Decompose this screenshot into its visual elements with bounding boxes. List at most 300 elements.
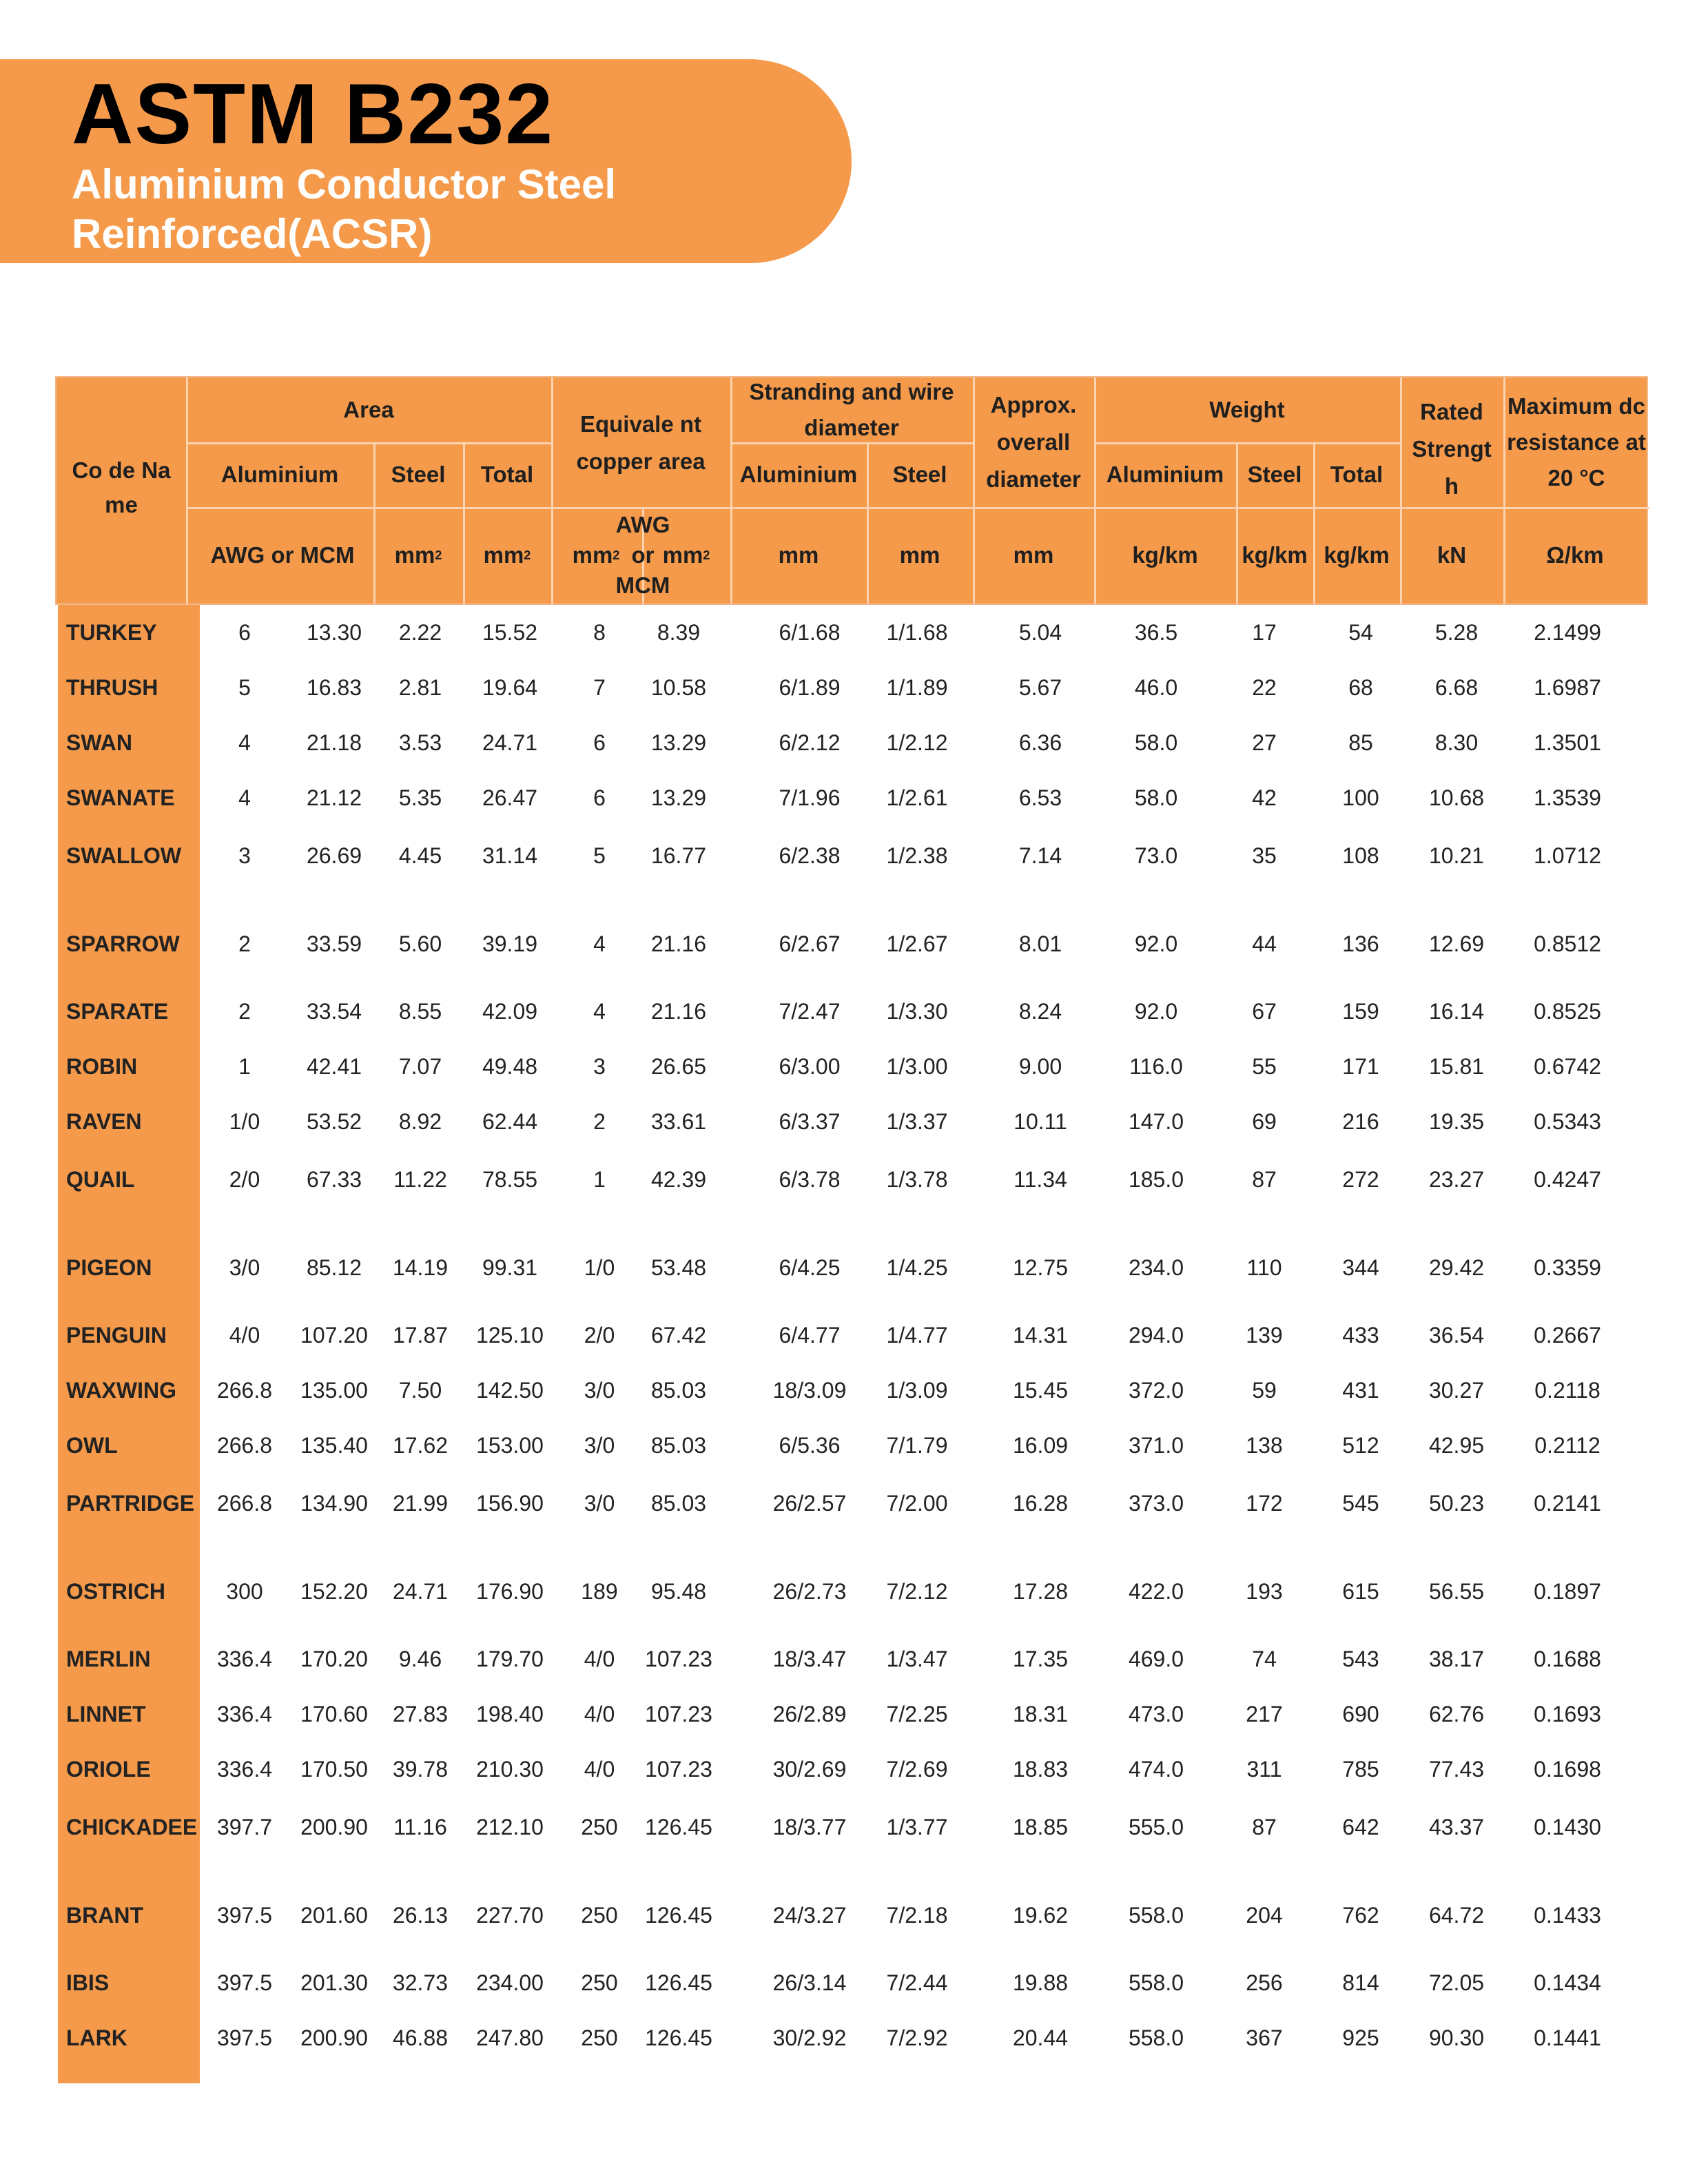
table-cell: 1/0 <box>584 1255 615 1280</box>
table-cell: 12.75 <box>1012 1255 1069 1280</box>
table-cell: 21.18 <box>306 730 362 755</box>
table-row <box>0 1638 1708 1680</box>
table-cell: 18/3.09 <box>772 1378 847 1403</box>
table-cell: 11.34 <box>1014 1167 1067 1192</box>
table-cell: 272 <box>1342 1167 1379 1192</box>
code-name-cell: LARK <box>66 2025 127 2050</box>
table-cell: 615 <box>1342 1579 1379 1604</box>
table-cell: 2 <box>238 999 251 1024</box>
table-cell: 23.27 <box>1428 1167 1485 1192</box>
table-cell: 92.0 <box>1134 999 1178 1024</box>
table-cell: 4 <box>238 785 251 810</box>
table-cell: 6/1.68 <box>779 620 841 645</box>
table-cell: 7 <box>593 675 606 700</box>
unit-resistance: Ω/km <box>1546 542 1604 568</box>
table-cell: 762 <box>1342 1903 1379 1928</box>
table-cell: 16.09 <box>1012 1433 1069 1458</box>
table-cell: 1/1.89 <box>886 675 948 700</box>
code-name-cell: PIGEON <box>66 1255 152 1280</box>
table-row <box>0 1483 1708 1524</box>
table-cell: 1/2.67 <box>886 931 948 956</box>
table-cell: 85.03 <box>650 1433 707 1458</box>
table-cell: 210.30 <box>476 1757 544 1782</box>
header-stranding: Stranding and wire diameter <box>749 379 954 440</box>
table-cell: 0.1430 <box>1534 1815 1601 1839</box>
table-cell: 201.60 <box>300 1903 368 1928</box>
table-row <box>0 612 1708 653</box>
table-cell: 7.07 <box>398 1054 442 1079</box>
table-cell: 4/0 <box>584 1702 615 1726</box>
header-rated-strength: Rated Strengt h <box>1412 399 1492 499</box>
table-cell: 1/3.09 <box>886 1378 948 1403</box>
table-cell: 108 <box>1342 843 1379 868</box>
header-max-dc-resistance: Maximum dc resistance at 20 °C <box>1507 393 1646 491</box>
table-row <box>0 1806 1708 1848</box>
table-row <box>0 1693 1708 1735</box>
table-cell: 9.46 <box>398 1647 442 1671</box>
table-cell: 0.2112 <box>1534 1433 1601 1458</box>
table-cell: 2/0 <box>584 1323 615 1348</box>
table-cell: 142.50 <box>476 1378 544 1403</box>
table-cell: 85.03 <box>650 1491 707 1516</box>
table-cell: 67.42 <box>650 1323 707 1348</box>
unit-weight-steel: kg/km <box>1242 542 1308 568</box>
table-row <box>0 1571 1708 1612</box>
table-cell: 3/0 <box>584 1491 615 1516</box>
table-cell: 0.2118 <box>1534 1378 1601 1403</box>
table-cell: 85.12 <box>306 1255 362 1280</box>
table-cell: 29.42 <box>1428 1255 1485 1280</box>
table-cell: 336.4 <box>216 1647 273 1671</box>
table-cell: 16.14 <box>1428 999 1485 1024</box>
code-name-cell: SPARATE <box>66 999 169 1024</box>
table-cell: 6 <box>238 620 251 645</box>
table-cell: 925 <box>1342 2025 1379 2050</box>
table-cell: 135.40 <box>300 1433 368 1458</box>
table-cell: 7.50 <box>398 1378 442 1403</box>
table-cell: 20.44 <box>1012 2025 1069 2050</box>
code-name-cell: QUAIL <box>66 1167 135 1192</box>
code-name-cell: BRANT <box>66 1903 143 1928</box>
table-cell: 42 <box>1252 785 1277 810</box>
table-cell: 36.54 <box>1428 1323 1485 1348</box>
table-cell: 0.8512 <box>1534 931 1601 956</box>
table-cell: 126.45 <box>645 2025 712 2050</box>
table-cell: 43.37 <box>1428 1815 1485 1839</box>
table-cell: 469.0 <box>1128 1647 1184 1671</box>
table-cell: 99.31 <box>482 1255 538 1280</box>
table-cell: 6/2.67 <box>779 931 841 956</box>
table-cell: 176.90 <box>476 1579 544 1604</box>
table-cell: 58.0 <box>1134 785 1178 810</box>
table-row <box>0 991 1708 1032</box>
table-cell: 1/3.77 <box>886 1815 948 1839</box>
table-cell: 5.04 <box>1018 620 1062 645</box>
table-cell: 36.5 <box>1134 620 1178 645</box>
table-cell: 431 <box>1342 1378 1379 1403</box>
header-area-total: Total <box>480 462 534 487</box>
table-cell: 87 <box>1252 1815 1277 1839</box>
table-cell: 256 <box>1246 1970 1283 1995</box>
table-cell: 7/2.92 <box>886 2025 948 2050</box>
table-cell: 422.0 <box>1128 1579 1184 1604</box>
table-cell: 1/4.25 <box>886 1255 948 1280</box>
table-cell: 14.19 <box>392 1255 449 1280</box>
table-row <box>0 1962 1708 2003</box>
table-cell: 24/3.27 <box>772 1903 847 1928</box>
table-cell: 21.99 <box>392 1491 449 1516</box>
code-name-cell: WAXWING <box>66 1378 176 1403</box>
code-name-cell: OSTRICH <box>66 1579 165 1604</box>
header-area-aluminium: Aluminium <box>220 462 339 487</box>
table-cell: 642 <box>1342 1815 1379 1839</box>
table-cell: 1.3501 <box>1534 730 1601 755</box>
table-cell: 1/3.78 <box>886 1167 948 1192</box>
table-cell: 26/2.57 <box>772 1491 847 1516</box>
table-cell: 7/1.79 <box>886 1433 948 1458</box>
table-cell: 10.68 <box>1428 785 1485 810</box>
table-row <box>0 835 1708 876</box>
table-cell: 139 <box>1246 1323 1283 1348</box>
table-cell: 18.85 <box>1012 1815 1069 1839</box>
table-cell: 7/1.96 <box>779 785 841 810</box>
unit-area-total: mm 2 <box>572 542 620 568</box>
table-cell: 6/1.89 <box>779 675 841 700</box>
table-cell: 126.45 <box>645 1903 712 1928</box>
table-cell: 2.1499 <box>1534 620 1601 645</box>
code-name-cell: SWANATE <box>66 785 175 810</box>
table-cell: 3/0 <box>584 1433 615 1458</box>
table-cell: 216 <box>1342 1109 1379 1134</box>
table-row <box>0 1370 1708 1411</box>
table-cell: 1/4.77 <box>886 1323 948 1348</box>
table-cell: 15.81 <box>1428 1054 1485 1079</box>
table-cell: 0.6742 <box>1534 1054 1601 1079</box>
table-cell: 227.70 <box>476 1903 544 1928</box>
table-cell: 367 <box>1246 2025 1283 2050</box>
table-cell: 39.19 <box>482 931 538 956</box>
table-cell: 294.0 <box>1128 1323 1184 1348</box>
table-cell: 336.4 <box>216 1757 273 1782</box>
table-cell: 26.65 <box>650 1054 707 1079</box>
table-cell: 24.71 <box>392 1579 449 1604</box>
table-cell: 13.29 <box>650 730 707 755</box>
table-cell: 785 <box>1342 1757 1379 1782</box>
table-row <box>0 1247 1708 1288</box>
table-cell: 30.27 <box>1428 1378 1485 1403</box>
table-cell: 558.0 <box>1128 1903 1184 1928</box>
table-cell: 7.14 <box>1018 843 1062 868</box>
table-cell: 397.5 <box>216 1970 273 1995</box>
table-cell: 87 <box>1252 1167 1277 1192</box>
table-cell: 6.36 <box>1018 730 1062 755</box>
table-cell: 33.54 <box>306 999 362 1024</box>
table-cell: 12.69 <box>1428 931 1485 956</box>
table-cell: 125.10 <box>476 1323 544 1348</box>
table-cell: 62.76 <box>1428 1702 1485 1726</box>
table-cell: 1/2.12 <box>886 730 948 755</box>
table-cell: 26.47 <box>482 785 538 810</box>
table-row <box>0 667 1708 708</box>
table-cell: 134.90 <box>300 1491 368 1516</box>
table-cell: 17.35 <box>1012 1647 1069 1671</box>
table-cell: 5.28 <box>1434 620 1479 645</box>
table-cell: 3/0 <box>229 1255 260 1280</box>
unit-eq-awg-mcm: AWG or MCM <box>615 512 670 598</box>
table-cell: 13.29 <box>650 785 707 810</box>
table-cell: 67.33 <box>306 1167 362 1192</box>
table-cell: 8 <box>593 620 606 645</box>
table-cell: 2.22 <box>398 620 442 645</box>
table-cell: 90.30 <box>1428 2025 1485 2050</box>
table-cell: 344 <box>1342 1255 1379 1280</box>
header-approx-diameter: Approx. overall diameter <box>986 392 1081 492</box>
table-cell: 4/0 <box>229 1323 260 1348</box>
table-cell: 558.0 <box>1128 2025 1184 2050</box>
table-cell: 153.00 <box>476 1433 544 1458</box>
unit-eq-mm2: mm 2 <box>662 542 710 568</box>
table-cell: 69 <box>1252 1109 1277 1134</box>
table-cell: 6/3.00 <box>779 1054 841 1079</box>
table-cell: 9.00 <box>1018 1054 1062 1079</box>
unit-weight-aluminium: kg/km <box>1132 542 1198 568</box>
table-cell: 17 <box>1252 620 1277 645</box>
code-name-cell: MERLIN <box>66 1647 151 1671</box>
unit-strand-steel: mm <box>899 542 940 568</box>
unit-area-steel: mm 2 <box>483 542 531 568</box>
table-cell: 1.0712 <box>1534 843 1601 868</box>
code-name-cell: RAVEN <box>66 1109 142 1134</box>
table-cell: 3/0 <box>584 1378 615 1403</box>
table-cell: 16.28 <box>1012 1491 1069 1516</box>
table-cell: 247.80 <box>476 2025 544 2050</box>
table-cell: 50.23 <box>1428 1491 1485 1516</box>
table-cell: 234.0 <box>1128 1255 1184 1280</box>
table-cell: 0.1897 <box>1534 1579 1601 1604</box>
table-cell: 543 <box>1342 1647 1379 1671</box>
document-title: ASTM B232 <box>72 67 555 162</box>
table-cell: 204 <box>1246 1903 1283 1928</box>
table-cell: 147.0 <box>1128 1109 1184 1134</box>
table-cell: 19.88 <box>1012 1970 1069 1995</box>
code-name-cell: ROBIN <box>66 1054 138 1079</box>
table-cell: 1/3.47 <box>886 1647 948 1671</box>
table-cell: 266.8 <box>216 1378 273 1403</box>
table-cell: 0.1693 <box>1534 1702 1601 1726</box>
table-cell: 39.78 <box>392 1757 449 1782</box>
table-cell: 4.45 <box>398 843 442 868</box>
table-cell: 170.50 <box>300 1757 368 1782</box>
table-cell: 21.16 <box>650 999 707 1024</box>
table-cell: 58.0 <box>1134 730 1178 755</box>
table-cell: 56.55 <box>1428 1579 1485 1604</box>
table-cell: 2 <box>238 931 251 956</box>
document-subtitle: Aluminium Conductor Steel Reinforced(ACSR) <box>72 161 617 257</box>
code-name-cell: PENGUIN <box>66 1323 167 1348</box>
table-row <box>0 2017 1708 2059</box>
table-cell: 814 <box>1342 1970 1379 1995</box>
table-cell: 474.0 <box>1128 1757 1184 1782</box>
table-cell: 7/2.00 <box>886 1491 948 1516</box>
table-cell: 2/0 <box>229 1167 260 1192</box>
table-cell: 85.03 <box>650 1378 707 1403</box>
table-cell: 6.53 <box>1018 785 1062 810</box>
header-weight: Weight <box>1209 397 1285 422</box>
table-cell: 6 <box>593 785 606 810</box>
table-cell: 17.87 <box>392 1323 449 1348</box>
table-cell: 156.90 <box>476 1491 544 1516</box>
table-cell: 33.59 <box>306 931 362 956</box>
table-cell: 92.0 <box>1134 931 1178 956</box>
table-row <box>0 1046 1708 1087</box>
table-cell: 8.55 <box>398 999 442 1024</box>
table-cell: 7/2.44 <box>886 1970 948 1995</box>
table-cell: 4 <box>593 999 606 1024</box>
table-cell: 0.1433 <box>1534 1903 1601 1928</box>
table-cell: 0.3359 <box>1534 1255 1601 1280</box>
table-cell: 33.61 <box>650 1109 707 1134</box>
table-cell: 5 <box>238 675 251 700</box>
code-name-cell: PARTRIDGE <box>66 1491 195 1516</box>
table-cell: 7/2.25 <box>886 1702 948 1726</box>
table-cell: 0.2667 <box>1534 1323 1601 1348</box>
table-cell: 185.0 <box>1128 1167 1184 1192</box>
table-cell: 8.01 <box>1018 931 1062 956</box>
table-cell: 336.4 <box>216 1702 273 1726</box>
unit-weight-total: kg/km <box>1324 542 1390 568</box>
table-cell: 266.8 <box>216 1433 273 1458</box>
table-cell: 135.00 <box>300 1378 368 1403</box>
table-cell: 433 <box>1342 1323 1379 1348</box>
table-cell: 6/4.77 <box>779 1323 841 1348</box>
table-cell: 234.00 <box>476 1970 544 1995</box>
table-cell: 0.8525 <box>1534 999 1601 1024</box>
unit-strength: kN <box>1437 542 1467 568</box>
table-cell: 107.23 <box>645 1647 712 1671</box>
table-cell: 11.16 <box>393 1815 447 1839</box>
table-row <box>0 1159 1708 1200</box>
table-cell: 1/3.00 <box>886 1054 948 1079</box>
table-cell: 18/3.47 <box>772 1647 847 1671</box>
table-cell: 7/2.69 <box>886 1757 948 1782</box>
header-area: Area <box>343 397 394 422</box>
table-cell: 0.2141 <box>1534 1491 1601 1516</box>
table-cell: 4/0 <box>584 1757 615 1782</box>
table-cell: 6/2.12 <box>779 730 841 755</box>
header-area-steel: Steel <box>391 462 446 487</box>
table-cell: 397.5 <box>216 1903 273 1928</box>
table-cell: 545 <box>1342 1491 1379 1516</box>
table-cell: 22 <box>1252 675 1277 700</box>
table-cell: 10.58 <box>650 675 707 700</box>
table-cell: 7/2.18 <box>886 1903 948 1928</box>
table-cell: 31.14 <box>482 843 538 868</box>
table-cell: 100 <box>1342 785 1379 810</box>
table-cell: 18/3.77 <box>772 1815 847 1839</box>
table-cell: 1 <box>238 1054 251 1079</box>
table-cell: 14.31 <box>1012 1323 1069 1348</box>
table-cell: 1.6987 <box>1534 675 1601 700</box>
table-cell: 74 <box>1252 1647 1277 1671</box>
table-cell: 136 <box>1342 931 1379 956</box>
header-stranding-steel: Steel <box>892 462 947 487</box>
table-cell: 32.73 <box>392 1970 449 1995</box>
table-cell: 107.20 <box>300 1323 368 1348</box>
code-name-cell: IBIS <box>66 1970 110 1995</box>
table-cell: 6 <box>593 730 606 755</box>
table-cell: 0.1434 <box>1534 1970 1601 1995</box>
table-row <box>0 1314 1708 1356</box>
table-cell: 6/4.25 <box>779 1255 841 1280</box>
table-cell: 26.69 <box>306 843 362 868</box>
code-name-cell: SWAN <box>66 730 132 755</box>
table-cell: 5 <box>593 843 606 868</box>
table-row <box>0 1895 1708 1936</box>
table-cell: 17.28 <box>1012 1579 1069 1604</box>
table-cell: 19.35 <box>1428 1109 1485 1134</box>
table-cell: 49.48 <box>482 1054 538 1079</box>
table-cell: 555.0 <box>1128 1815 1184 1839</box>
table-cell: 44 <box>1252 931 1277 956</box>
table-cell: 0.5343 <box>1534 1109 1601 1134</box>
table-cell: 4 <box>238 730 251 755</box>
table-cell: 7/2.47 <box>779 999 841 1024</box>
table-cell: 126.45 <box>645 1815 712 1839</box>
table-cell: 138 <box>1246 1433 1283 1458</box>
table-cell: 179.70 <box>476 1647 544 1671</box>
code-name-cell: OWL <box>66 1433 118 1458</box>
table-cell: 8.30 <box>1434 730 1479 755</box>
table-row <box>0 777 1708 818</box>
table-cell: 26.13 <box>392 1903 449 1928</box>
table-cell: 201.30 <box>300 1970 368 1995</box>
table-cell: 42.09 <box>482 999 538 1024</box>
code-name-cell: TURKEY <box>66 620 157 645</box>
table-cell: 13.30 <box>306 620 362 645</box>
table-cell: 198.40 <box>476 1702 544 1726</box>
table-cell: 3.53 <box>398 730 442 755</box>
table-cell: 62.44 <box>482 1109 538 1134</box>
table-cell: 200.90 <box>300 1815 368 1839</box>
table-cell: 159 <box>1342 999 1379 1024</box>
table-cell: 17.62 <box>392 1433 449 1458</box>
table-cell: 1/3.30 <box>886 999 948 1024</box>
table-cell: 21.16 <box>650 931 707 956</box>
table-cell: 1/0 <box>229 1109 260 1134</box>
table-cell: 6/5.36 <box>779 1433 841 1458</box>
table-cell: 1/3.37 <box>886 1109 948 1134</box>
table-cell: 172 <box>1246 1491 1283 1516</box>
table-cell: 189 <box>581 1579 618 1604</box>
table-cell: 126.45 <box>645 1970 712 1995</box>
table-cell: 170.60 <box>300 1702 368 1726</box>
code-name-cell: SWALLOW <box>66 843 182 868</box>
table-cell: 397.5 <box>216 2025 273 2050</box>
table-cell: 26/2.73 <box>772 1579 847 1604</box>
table-cell: 24.71 <box>482 730 538 755</box>
header-equivalent-copper-area: Equivale nt copper area <box>576 411 706 474</box>
table-cell: 372.0 <box>1128 1378 1184 1403</box>
table-cell: 5.67 <box>1018 675 1062 700</box>
table-cell: 473.0 <box>1128 1702 1184 1726</box>
table-cell: 170.20 <box>300 1647 368 1671</box>
table-cell: 8.39 <box>657 620 701 645</box>
unit-diameter: mm <box>1013 542 1054 568</box>
table-cell: 35 <box>1252 843 1277 868</box>
table-cell: 300 <box>226 1579 263 1604</box>
table-cell: 55 <box>1252 1054 1277 1079</box>
table-cell: 77.43 <box>1428 1757 1485 1782</box>
